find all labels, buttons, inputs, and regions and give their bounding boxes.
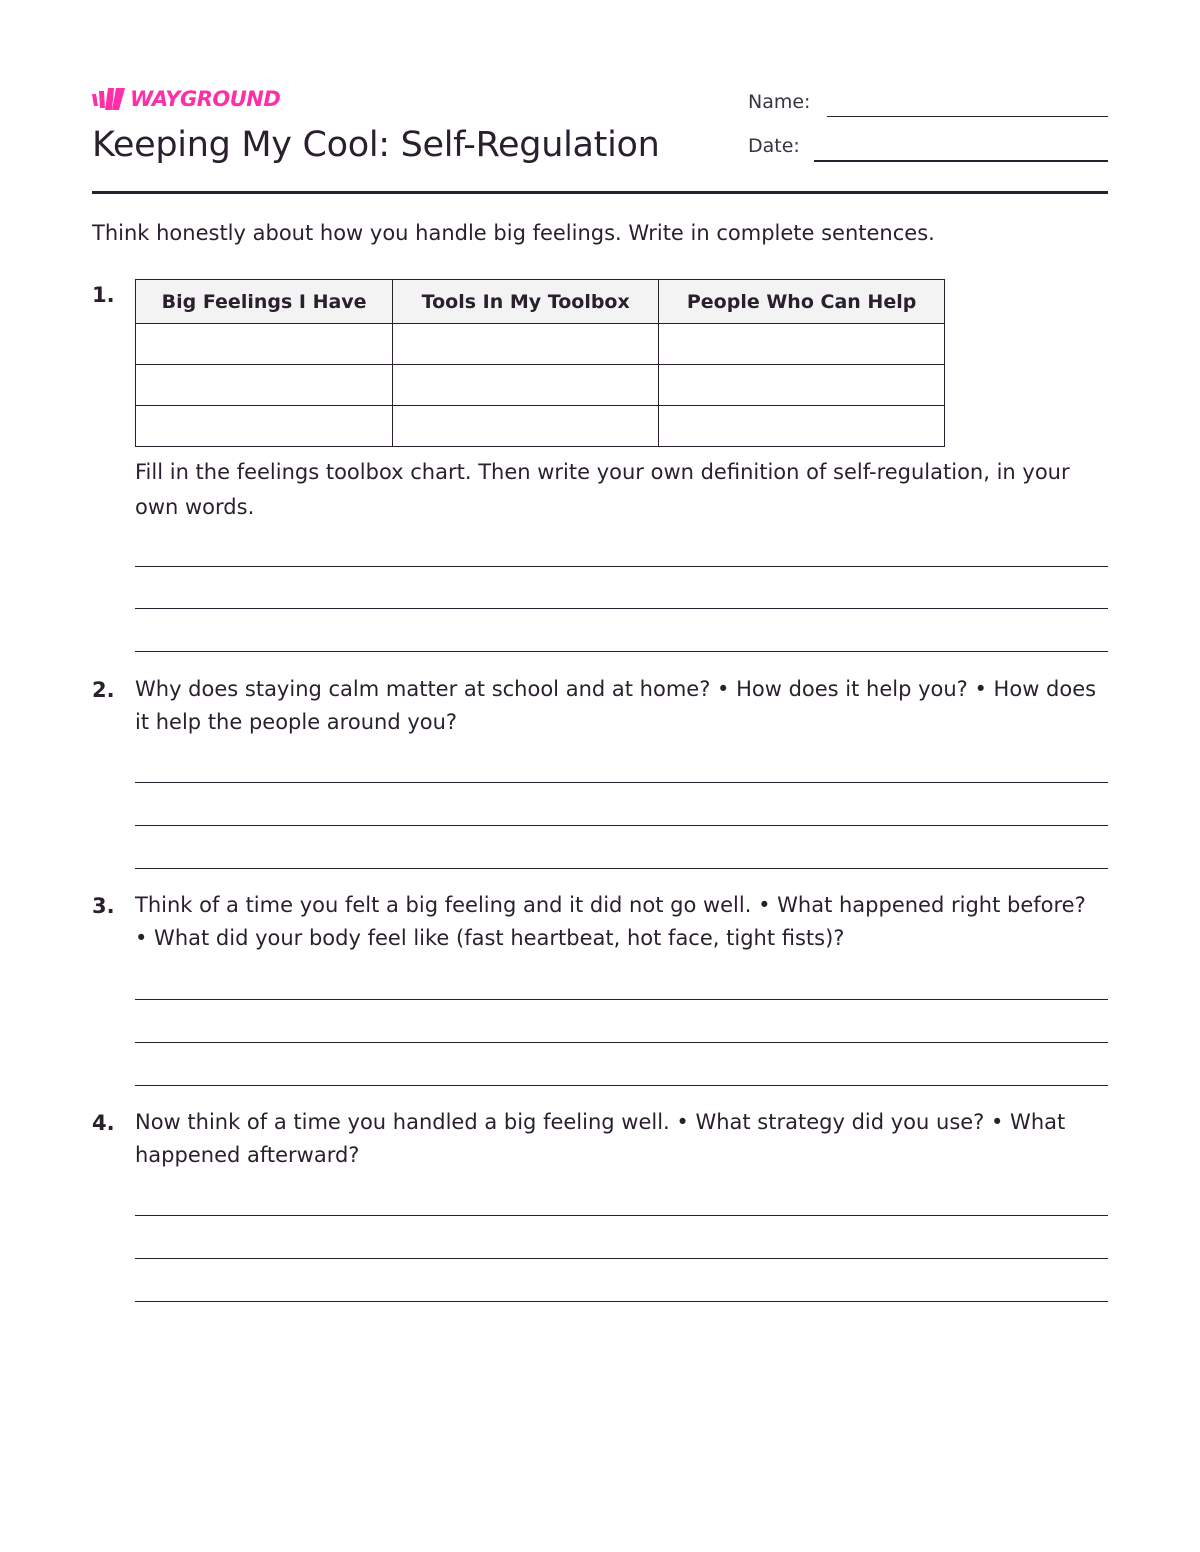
question-4-number: 4. (92, 1111, 115, 1135)
answer-line[interactable] (135, 566, 1108, 567)
date-label: Date: (748, 135, 800, 157)
brand-name: WAYGROUND (130, 87, 281, 111)
page-title: Keeping My Cool: Self-Regulation (92, 125, 660, 165)
answer-line[interactable] (135, 1301, 1108, 1302)
name-label: Name: (748, 91, 811, 113)
table-header-big-feelings: Big Feelings I Have (136, 280, 393, 324)
table-cell[interactable] (393, 324, 659, 365)
date-field[interactable] (814, 160, 1108, 162)
question-3-number: 3. (92, 894, 115, 918)
table-cell[interactable] (393, 365, 659, 406)
table-cell[interactable] (136, 324, 393, 365)
question-2-prompt: Why does staying calm matter at school and at home? • How does it help you? • How does it help the people around you? (135, 677, 1097, 734)
answer-line[interactable] (135, 651, 1108, 652)
table-cell[interactable] (393, 406, 659, 447)
question-2-number: 2. (92, 678, 115, 702)
feelings-toolbox-table (135, 279, 945, 447)
instructions-text: Think honestly about how you handle big feelings. Write in complete sentences. (92, 221, 935, 245)
table-row (136, 406, 945, 447)
table-header-people: People Who Can Help (659, 280, 945, 324)
wayground-logo-icon (92, 88, 126, 110)
answer-line[interactable] (135, 868, 1108, 869)
answer-line[interactable] (135, 1215, 1108, 1216)
table-row (136, 324, 945, 365)
table-cell[interactable] (659, 324, 945, 365)
answer-line[interactable] (135, 608, 1108, 609)
table-cell[interactable] (659, 406, 945, 447)
table-header-tools: Tools In My Toolbox (393, 280, 659, 324)
answer-line[interactable] (135, 825, 1108, 826)
answer-line[interactable] (135, 999, 1108, 1000)
wayground-logo (92, 86, 280, 112)
question-1-prompt: Fill in the feelings toolbox chart. Then write your own definition of self-regulation, in your own words. (135, 460, 1070, 519)
answer-line[interactable] (135, 1258, 1108, 1259)
answer-line[interactable] (135, 782, 1108, 783)
answer-line[interactable] (135, 1042, 1108, 1043)
question-4-prompt: Now think of a time you handled a big feeling well. • What strategy did you use? • What happened afterward? (135, 1110, 1066, 1167)
header-divider (92, 191, 1108, 194)
table-cell[interactable] (136, 406, 393, 447)
question-1-number: 1. (92, 283, 115, 307)
name-field[interactable] (827, 116, 1108, 117)
table-cell[interactable] (659, 365, 945, 406)
answer-line[interactable] (135, 1085, 1108, 1086)
question-3-prompt: Think of a time you felt a big feeling and it did not go well. • What happened right before? • What did your body feel like (fast heartbeat, hot face, tight fists)? (135, 893, 1086, 950)
table-cell[interactable] (136, 365, 393, 406)
table-row (136, 365, 945, 406)
